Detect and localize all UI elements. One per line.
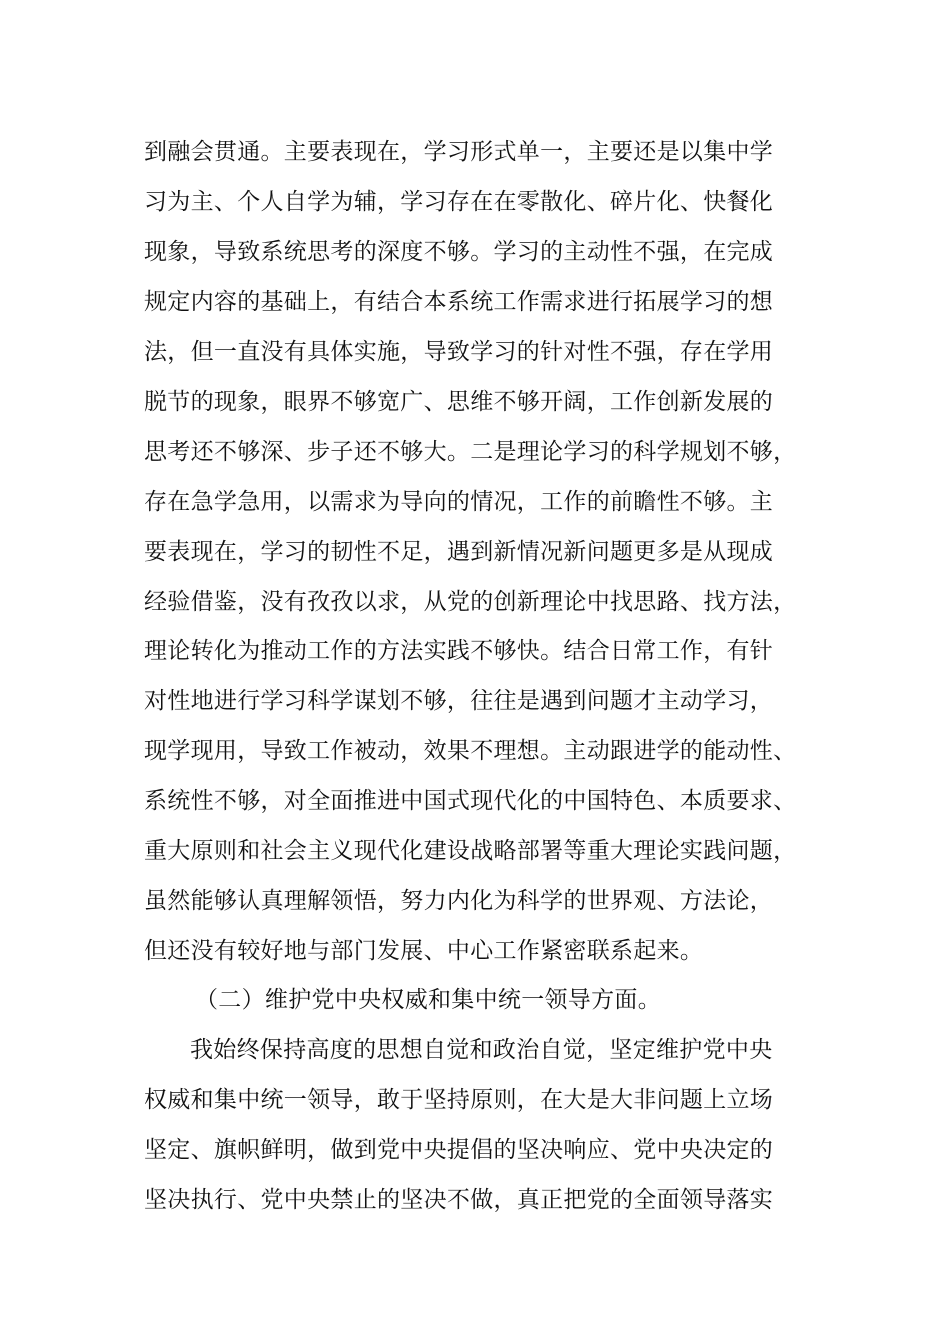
text-line: 对性地进行学习科学谋划不够，往往是遇到问题才主动学习， — [144, 688, 774, 714]
text-line: 脱节的现象，眼界不够宽广、思维不够开阔，工作创新发展的 — [144, 389, 774, 415]
text-line: 系统性不够，对全面推进中国式现代化的中国特色、本质要求、 — [144, 788, 797, 814]
paragraph-line: 坚定、旗帜鲜明，做到党中央提倡的坚决响应、党中央决定的 — [144, 1137, 774, 1163]
text-line: 法，但一直没有具体实施，导致学习的针对性不强，存在学用 — [144, 339, 774, 365]
text-line: 虽然能够认真理解领悟，努力内化为科学的世界观、方法论， — [144, 888, 774, 914]
text-line: 规定内容的基础上，有结合本系统工作需求进行拓展学习的想 — [144, 289, 774, 315]
paragraph-line: 坚决执行、党中央禁止的坚决不做，真正把党的全面领导落实 — [144, 1187, 774, 1213]
text-line: 理论转化为推动工作的方法实践不够快。结合日常工作，有针 — [144, 638, 774, 664]
text-line: 思考还不够深、步子还不够大。二是理论学习的科学规划不够， — [144, 439, 797, 465]
text-line: 要表现在，学习的韧性不足，遇到新情况新问题更多是从现成 — [144, 539, 774, 565]
text-line: 到融会贯通。主要表现在，学习形式单一，主要还是以集中学 — [144, 139, 774, 165]
text-line: 经验借鉴，没有孜孜以求，从党的创新理论中找思路、找方法， — [144, 589, 797, 615]
section-heading: （二）维护党中央权威和集中统一领导方面。 — [195, 987, 661, 1013]
paragraph-line: 我始终保持高度的思想自觉和政治自觉，坚定维护党中央 — [190, 1037, 773, 1063]
text-line: 现学现用，导致工作被动，效果不理想。主动跟进学的能动性、 — [144, 738, 797, 764]
text-line: 重大原则和社会主义现代化建设战略部署等重大理论实践问题， — [144, 838, 797, 864]
text-line: 现象，导致系统思考的深度不够。学习的主动性不强，在完成 — [144, 239, 774, 265]
text-line: 存在急学急用，以需求为导向的情况，工作的前瞻性不够。主 — [144, 489, 774, 515]
text-line: 但还没有较好地与部门发展、中心工作紧密联系起来。 — [144, 938, 704, 964]
paragraph-line: 权威和集中统一领导，敢于坚持原则，在大是大非问题上立场 — [144, 1087, 774, 1113]
text-line: 习为主、个人自学为辅，学习存在在零散化、碎片化、快餐化 — [144, 189, 774, 215]
